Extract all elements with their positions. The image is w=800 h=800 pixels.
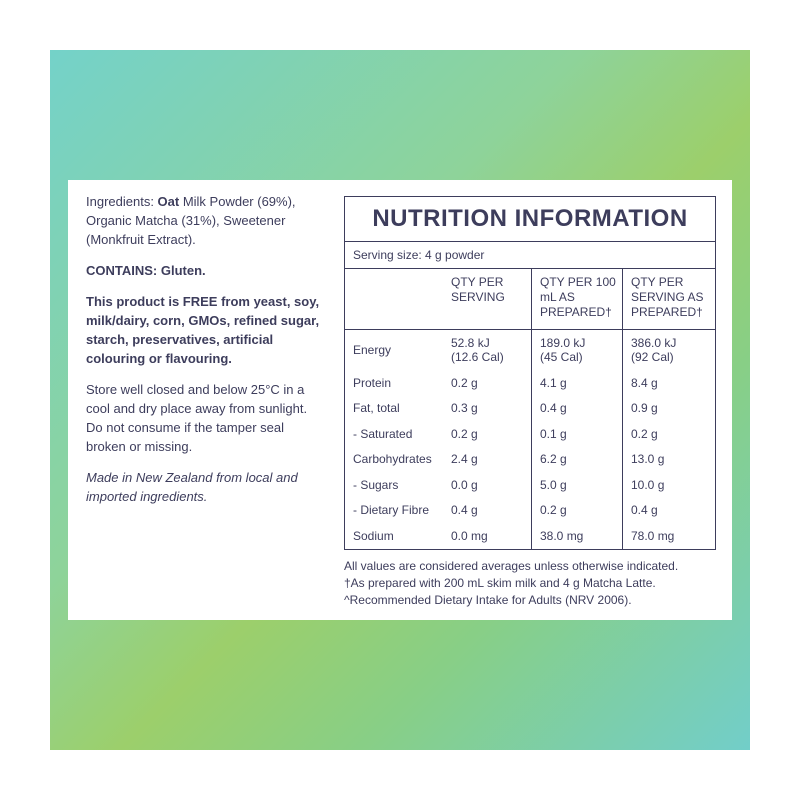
header-blank <box>345 269 443 330</box>
table-row <box>345 396 715 422</box>
cell-value: 6.2 g <box>532 447 623 473</box>
cell-value <box>623 330 716 371</box>
nutrition-rows <box>345 330 715 549</box>
footnotes <box>344 558 678 609</box>
cell-value: 0.0 mg <box>451 528 488 543</box>
footnote-rdi: ^Recommended Dietary Intake for Adults (NRV 2006). <box>344 593 632 607</box>
cell-value <box>443 330 532 371</box>
cell-value: 0.4 g <box>623 498 716 524</box>
ingredients-prefix: Ingredients: <box>86 194 158 209</box>
cell-value: 38.0 mg <box>532 523 623 549</box>
cell-value: 0.3 g <box>451 401 478 416</box>
cell-value: 0.4 g <box>532 396 623 422</box>
table-row <box>345 472 715 498</box>
cell-value: 0.2 g <box>451 426 478 441</box>
cell-value: 13.0 g <box>623 447 716 473</box>
cell-value: 0.2 g <box>532 498 623 524</box>
ingredients-rest: Milk Powder (69%), Organic Matcha (31%), Sweetener (Monkfruit Extract). <box>86 194 296 247</box>
cell-value: 0.0 g <box>451 477 478 492</box>
cell-value: 0.1 g <box>532 421 623 447</box>
row-label: Energy <box>353 343 392 357</box>
cell-value: 0.4 g <box>451 503 478 518</box>
cell-value: 0.9 g <box>623 396 716 422</box>
footnote-prepared: †As prepared with 200 mL skim milk and 4 g Matcha Latte. <box>344 576 656 590</box>
storage-text: Store well closed and below 25°C in a cool and dry place away from sunlight. Do not consume if the tamper seal broken or missing. <box>86 382 308 454</box>
table-row <box>345 370 715 396</box>
table-row <box>345 447 715 473</box>
header-row <box>345 269 715 330</box>
cell-value: 10.0 g <box>623 472 716 498</box>
header-qty-per-serving: QTY PER SERVING <box>451 275 505 304</box>
cell-value: 0.2 g <box>451 375 478 390</box>
cell-value: 8.4 g <box>623 370 716 396</box>
row-label: Protein <box>353 375 392 390</box>
row-label: Sodium <box>353 528 394 543</box>
cell-value <box>532 330 623 371</box>
label-card <box>68 180 732 620</box>
header-per-100ml: QTY PER 100 mL AS PREPARED† <box>532 269 623 330</box>
cell-value: 78.0 mg <box>623 523 716 549</box>
nutrition-panel <box>344 196 716 550</box>
cell-energy-1: 52.8 kJ (12.6 Cal) <box>451 336 504 364</box>
header-serving-prepared: QTY PER SERVING AS PREPARED† <box>623 269 716 330</box>
free-from-text: This product is FREE from yeast, soy, milk/dairy, corn, GMOs, refined sugar, starch, preservatives, artificial colouring or flavouring. <box>86 294 320 366</box>
product-info <box>86 192 326 518</box>
cell-energy-2: 189.0 kJ (45 Cal) <box>540 336 586 364</box>
cell-value: 2.4 g <box>451 452 478 467</box>
row-label: - Dietary Fibre <box>353 503 430 518</box>
cell-value: 5.0 g <box>532 472 623 498</box>
footnote-averages: All values are considered averages unless otherwise indicated. <box>344 559 679 573</box>
table-row <box>345 421 715 447</box>
row-label: Carbohydrates <box>353 452 432 467</box>
cell-value: 0.2 g <box>623 421 716 447</box>
row-label: - Sugars <box>353 477 399 492</box>
row-label: - Saturated <box>353 426 413 441</box>
nutrition-title: NUTRITION INFORMATION <box>345 197 715 242</box>
table-row <box>345 330 715 371</box>
origin-text: Made in New Zealand from local and imported ingredients. <box>86 470 298 504</box>
cell-energy-3: 386.0 kJ (92 Cal) <box>631 336 677 364</box>
serving-size: Serving size: 4 g powder <box>345 242 715 269</box>
contains-text: CONTAINS: Gluten. <box>86 263 206 278</box>
cell-value: 4.1 g <box>532 370 623 396</box>
row-label: Fat, total <box>353 401 400 416</box>
ingredients-text <box>86 192 326 249</box>
nutrition-table <box>345 269 715 549</box>
table-row <box>345 523 715 549</box>
ingredients-bold: Oat <box>157 194 180 209</box>
table-row <box>345 498 715 524</box>
